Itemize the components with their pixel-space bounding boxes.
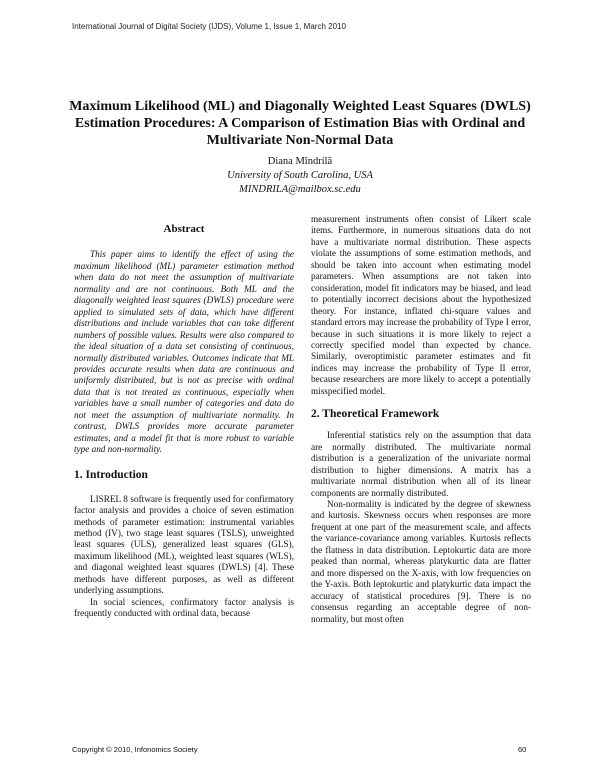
- author-affiliation: University of South Carolina, USA: [227, 170, 373, 181]
- author-block: [60, 155, 540, 197]
- running-header: International Journal of Digital Society (IJDS), Volume 1, Issue 1, March 2010: [72, 22, 346, 31]
- abstract-heading: Abstract: [163, 223, 205, 235]
- theoretical-paragraph-2: Non-normality is indicated by the degree of skewness and kurtosis. Skewness occurs when responses are more frequent at one part of the measurement scale, and affects the variance-covariance among variables. Kurtosis reflects the flatness in data distribution. Leptokurtic data are more peaked than normal, whereas platykurtic data are flatter and more dispersed on the X-axis, with low frequencies on the Y-axis. Both leptokurtic and platykurtic data impact the accuracy of statistical procedures [9]. There is no consensus regarding an acceptable degree of non-normality, but most often: [311, 498, 531, 624]
- author-name: Diana Mîndrilă: [267, 156, 333, 167]
- title-line-3: Multivariate Non-Normal Data: [206, 133, 394, 148]
- page-number: 60: [518, 745, 527, 754]
- paper-title: [60, 98, 540, 149]
- introduction-paragraph-1: LISREL 8 software is frequently used for confirmatory factor analysis and provides a choice of seven estimation methods of parameter estimation: instrumental variables method (IV), two stage least squares (TSLS), unweighted least squares (ULS), generalized least squares (GLS), maximum likelihood (ML), weighted least squares (WLS), and diagonal weighted least squares (DWLS) [4]. These methods have different purposes, as well as different underlying assumptions.: [74, 493, 294, 596]
- abstract-text: This paper aims to identify the effect of using the maximum likelihood (ML) parameter estimation method when data do not meet the assumption of multivariate normality and are not continuous. Both ML and the diagonally weighted least squares (DWLS) procedure were applied to simulated sets of data, which have different distributions and include variables that can take different numbers of possible values. Results were also compared to the ideal situation of a data set consisting of continuous, normally distributed variables. Outcomes indicate that ML provides accurate results when data are continuous and uniformly distributed, but is not as precise with ordinal data that is not treated as continuous, especially when variables have a small number of categories and data do not meet the assumption of multivariate normality. In contrast, DWLS provides more accurate parameter estimates, and a model fit that is more robust to variable type and non-normality.: [74, 249, 294, 455]
- introduction-continued: measurement instruments often consist of Likert scale items. Furthermore, in numerous situations data do not have a multivariate normal distribution. These aspects violate the assumptions of some estimation methods, and should be taken into account when estimating model parameters. When assumptions are not taken into consideration, model fit indicators may be biased, and lead to potentially incorrect decisions about the hypothesized theory. For instance, inflated chi-square values and standard errors may increase the probability of Type I error, because in such situations it is more likely to reject a correctly specified model than expected by chance. Similarly, overoptimistic parameter estimates and fit indices may increase the probability of Type II error, because researchers are more likely to accept a potentially misspecified model.: [311, 214, 531, 396]
- left-column: [74, 214, 294, 620]
- title-line-2: Estimation Procedures: A Comparison of Estimation Bias with Ordinal and: [74, 116, 526, 131]
- introduction-heading: 1. Introduction: [74, 468, 148, 481]
- abstract: [74, 249, 294, 455]
- introduction-paragraph-2: In social sciences, confirmatory factor analysis is frequently conducted with ordinal data, because: [74, 596, 294, 619]
- footer-copyright: Copyright © 2010, Infonomics Society: [72, 745, 198, 754]
- right-column: [311, 214, 531, 625]
- theoretical-paragraph-1: Inferential statistics rely on the assumption that data are normally distributed. The multivariate normal distribution is a generalization of the univariate normal distribution to higher dimensions. A matrix has a multivariate normal distribution when all of its linear components are normally distributed.: [311, 430, 531, 498]
- author-email[interactable]: MINDRILA@mailbox.sc.edu: [239, 184, 361, 195]
- theoretical-framework-heading: 2. Theoretical Framework: [311, 408, 440, 421]
- title-line-1: Maximum Likelihood (ML) and Diagonally Weighted Least Squares (DWLS): [69, 99, 531, 114]
